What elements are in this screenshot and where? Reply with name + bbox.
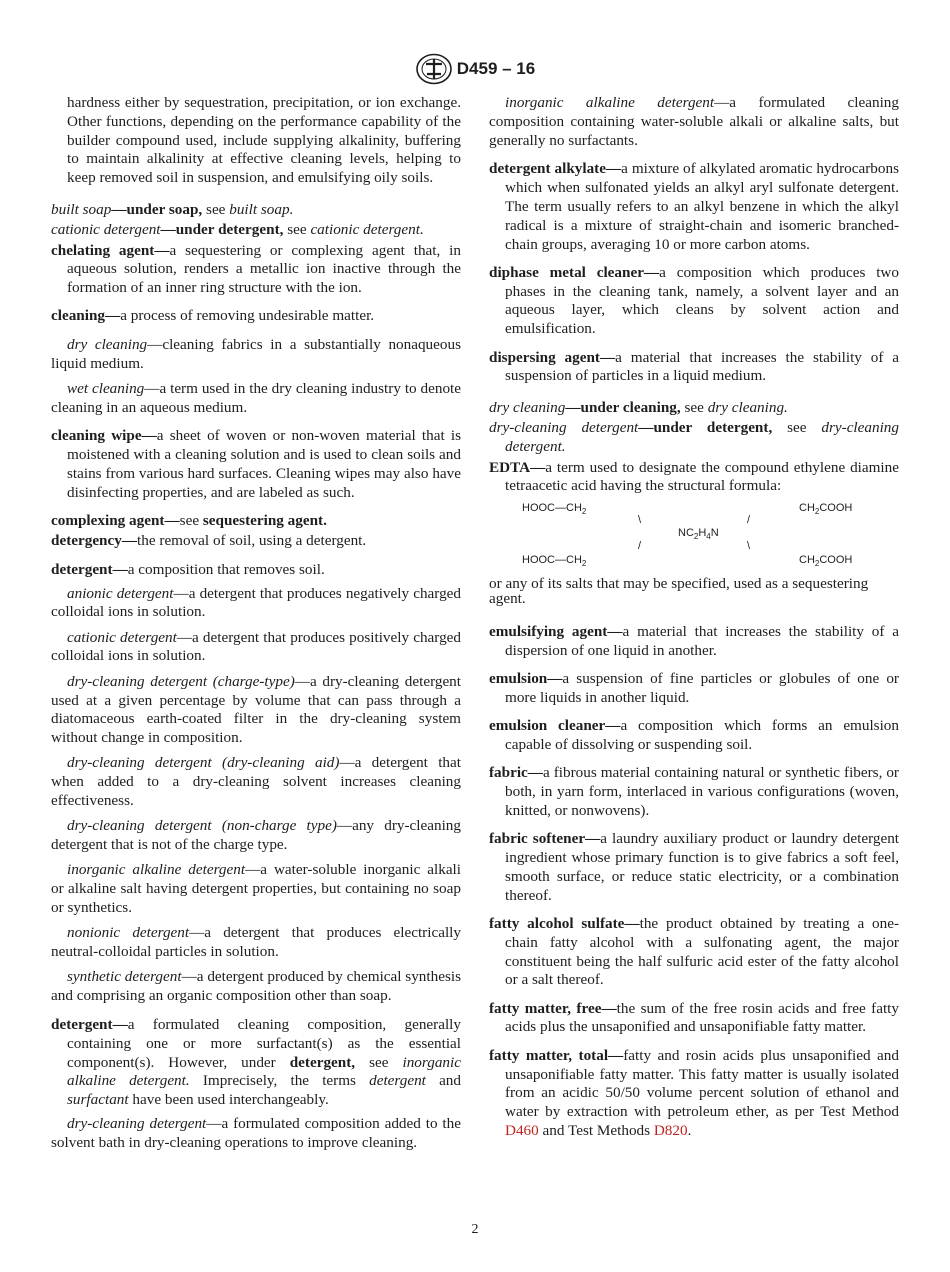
term: fatty alcohol sulfate— [489, 915, 640, 932]
see-target: dry cleaning. [707, 399, 788, 417]
see-target: inorganic alkaline detergent. [67, 1053, 461, 1090]
term: wet cleaning [67, 379, 145, 397]
formula-bond: \ [638, 514, 642, 527]
definition: Imprecisely, the terms [189, 1072, 370, 1090]
entry-diphase-metal-cleaner [489, 264, 899, 339]
formula-top-right: $CH_2COOH$ [799, 502, 853, 517]
entry-fabric-softener [489, 830, 899, 905]
definition: —a formulated composition added to the solvent bath in dry-cleaning operations to improve cleaning. [51, 1114, 461, 1151]
dash: —under [160, 221, 219, 239]
definition: —a detergent that produces electrically neutral-colloidal particles in solution. [51, 924, 461, 961]
term: cleaning wipe— [51, 427, 157, 445]
formula-bond: \ [747, 540, 751, 553]
see-term: detergent, [218, 221, 284, 239]
entry-cleaning-wipe [51, 427, 461, 502]
formula-bottom-right: $CH_2COOH$ [799, 554, 853, 569]
term: cleaning— [51, 307, 121, 325]
astm-logo-icon [415, 53, 453, 85]
entry-built-soap [51, 201, 461, 220]
entry-chelating-agent [51, 242, 461, 298]
entry-dispersing-agent [489, 349, 899, 387]
definition: and [425, 1072, 461, 1090]
italic-term: surfactant [67, 1091, 129, 1109]
link-d820[interactable]: D820 [653, 1121, 688, 1139]
term: detergent— [51, 1015, 128, 1033]
term: dry-cleaning detergent (non-charge type) [67, 817, 337, 835]
definition: —a water-soluble inorganic alkali or alkaline salt having detergent properties, but containing no soap or synthetics. [51, 861, 461, 916]
subentry-dry-cleaning [51, 336, 461, 374]
definition: and Test Methods [538, 1121, 654, 1139]
see-text: see [772, 419, 822, 437]
term: detergency— [51, 532, 138, 550]
edta-continuation: or any of its salts that may be specified, used as a sequestering agent. [489, 575, 869, 608]
definition: —a detergent that when added to a dry-cleaning solvent increases cleaning effectiveness. [51, 754, 461, 809]
entry-detergent-alkylate [489, 160, 899, 254]
dash: —under [638, 419, 707, 437]
definition: —any dry-cleaning detergent that is not of the charge type. [51, 817, 461, 854]
definition: a sequestering or complexing agent that, in aqueous solution, renders a metallic ion inactive through the formation of an inner ring structure with the ion. [67, 241, 461, 297]
definition: see [355, 1053, 403, 1071]
term: fabric softener— [489, 830, 601, 848]
italic-term: detergent [369, 1072, 426, 1090]
formula-center: $NC_2H_4N$ [678, 527, 719, 542]
dash: —under [565, 399, 623, 417]
see-target: cationic detergent. [310, 221, 424, 239]
term: dry-cleaning detergent [489, 419, 639, 437]
subentry-dc-detergent [51, 1115, 461, 1153]
definition: a sheet of woven or non-woven material that is moistened with a cleaning solution and is used to clean soils and stains from various hard surfaces. Cleaning wipes may also have disinfecting properties, and are labeled as such. [67, 427, 461, 501]
term: complexing agent— [51, 512, 180, 530]
see-text: see [680, 399, 708, 417]
entry-complexing-agent [51, 512, 461, 531]
definition: the product obtained by treating a one-chain fatty alcohol with a sulfonating agent, the major constituent being the half sulfuric acid ester of the fatty alcohol or a salt thereof. [505, 915, 900, 989]
link-d460[interactable]: D460 [505, 1121, 539, 1139]
entry-fatty-matter-total [489, 1047, 899, 1141]
dash: —under [111, 200, 169, 218]
formula-bottom-left: $HOOC—CH_2$ [522, 554, 587, 569]
definition: a composition that removes soil. [127, 560, 325, 578]
see-text: see [202, 200, 230, 218]
page-number: 2 [471, 1222, 479, 1237]
see-term: detergent, [289, 1053, 356, 1071]
definition: a material that increases the stability of a dispersion of one liquid in another. [505, 623, 899, 659]
subentry-inorganic-alkaline [51, 861, 461, 917]
definition: —a detergent produced by chemical synthesis and comprising an organic composition other than soap. [51, 968, 461, 1005]
subentry-anionic-detergent [51, 585, 461, 623]
definition: a laundry auxiliary product or laundry detergent ingredient whose primary function is to give fabrics a soft feel, smooth surface, or reduce static electricity, or a combination thereof. [505, 830, 900, 904]
definition: . [687, 1121, 692, 1139]
definition: —a detergent that produces negatively charged colloidal ions in solution. [51, 584, 461, 621]
subentry-dc-aid [51, 754, 461, 810]
definition: a material that increases the stability of a suspension of particles in a liquid medium. [505, 348, 900, 385]
definition: see [179, 512, 203, 530]
definition: a term used to designate the compound ethylene diamine tetraacetic acid having the structural formula: [505, 458, 899, 495]
term: cationic detergent [51, 221, 161, 239]
definition: —a dry-cleaning detergent used at a given percentage by volume that can pass through a diatomaceous earth-coated filter in the dry-cleaning system without change in composition. [51, 672, 461, 747]
definition: a composition which forms an emulsion capable of dissolving or suspending soil. [505, 717, 899, 754]
term: diphase metal cleaner— [489, 263, 660, 281]
subentry-nonionic [51, 924, 461, 962]
see-term: sequestering agent. [202, 512, 327, 530]
formula-bond: / [638, 540, 642, 553]
term: dry-cleaning detergent [67, 1114, 207, 1132]
term: emulsion— [489, 670, 563, 688]
definition: a suspension of fine particles or globules of one or more liquids in another liquid. [505, 670, 899, 707]
definition: fatty and rosin acids plus unsaponified and unsaponifiable fatty matter. This fatty matter is usually isolated from an acidic 50/50 volume percent solution of ethanol and water by extraction with petroleum ether, as per Test Method [505, 1046, 899, 1121]
definition: the sum of the free rosin acids and free fatty acids plus the unsaponified and unsaponifiable fatty matter. [505, 999, 899, 1036]
paragraph-continuation: hardness either by sequestration, precipitation, or ion exchange. Other functions, depending on the performance capability of the builder compound used, include supplying alkalinity, buffering to maintain alkalinity at effective cleaning levels, helping to keep removed soil in suspension, and emulsifying oily soils. [67, 94, 461, 187]
term: inorganic alkaline detergent [67, 861, 246, 879]
see-term: soap, [168, 200, 203, 218]
term: EDTA— [489, 458, 546, 476]
standard-designation: D459 – 16 [456, 58, 536, 78]
term: cationic detergent [67, 628, 177, 646]
definition: a process of removing undesirable matter. [120, 307, 375, 325]
term: dispersing agent— [489, 348, 616, 366]
formula-top-left: $HOOC—CH_2$ [522, 502, 587, 517]
entry-fatty-matter-free [489, 1000, 899, 1038]
term: dry cleaning [67, 335, 148, 353]
term: dry cleaning [489, 399, 566, 417]
term: fatty matter, free— [489, 999, 617, 1017]
subentry-cationic-detergent [51, 629, 461, 667]
definition: a composition which produces two phases in the cleaning tank, namely, a solvent layer and an aqueous layer, which cleans by solvent action and emulsification. [505, 263, 899, 338]
term: detergent— [51, 560, 128, 578]
term: fabric— [489, 764, 543, 782]
entry-detergency [51, 532, 461, 551]
definition: a mixture of alkylated aromatic hydrocarbons which when sulfonated yields an alkyl aryl sulfonate detergent. The term usually refers to an alkyl benzene in which the alkyl radical is a mixture of straight-chain and isomeric branched-chain groups, averaging 10 or more carbon atoms. [505, 160, 899, 253]
term: nonionic detergent [67, 924, 190, 942]
definition: have been used interchangeably. [128, 1091, 329, 1109]
entry-edta [489, 459, 899, 497]
entry-fatty-alcohol-sulfate [489, 915, 899, 990]
see-text: see [283, 221, 311, 239]
definition: a formulated cleaning composition, generally containing one or more surfactant(s) as the essential component(s). However, under [67, 1015, 461, 1071]
entry-detergent [51, 561, 461, 580]
term: dry-cleaning detergent (dry-cleaning aid) [67, 754, 340, 772]
subentry-dc-non-charge [51, 817, 461, 855]
subentry-wet-cleaning [51, 380, 461, 418]
entry-emulsion-cleaner [489, 717, 899, 755]
edta-structural-formula [489, 500, 899, 569]
entry-cleaning [51, 307, 461, 326]
see-target: dry-cleaning detergent. [505, 419, 899, 456]
term: emulsion cleaner— [489, 717, 621, 735]
left-column [51, 94, 461, 1159]
definition: —a term used in the dry cleaning industry to denote cleaning in an aqueous medium. [51, 379, 462, 416]
see-term: detergent, [706, 419, 773, 437]
right-column [489, 94, 899, 1150]
entry-detergent-formulated [51, 1016, 461, 1110]
definition: —a detergent that produces positively charged colloidal ions in solution. [51, 628, 461, 665]
definition: —cleaning fabrics in a substantially nonaqueous liquid medium. [51, 335, 461, 372]
term: fatty matter, total— [489, 1046, 624, 1064]
entry-emulsion [489, 670, 899, 708]
entry-dc-detergent-ref [489, 419, 899, 457]
entry-emulsifying-agent [489, 623, 899, 661]
term: detergent alkylate— [489, 160, 622, 178]
term: built soap [51, 200, 112, 218]
see-term: cleaning, [622, 399, 681, 417]
entry-cationic-ref [51, 221, 461, 240]
subentry-inorganic-alkaline-formulated [489, 94, 899, 150]
term: emulsifying agent— [489, 623, 623, 641]
term: synthetic detergent [67, 968, 182, 986]
term: chelating agent— [51, 241, 170, 259]
definition: —a formulated cleaning composition containing water-soluble alkali or alkaline salts, but generally no surfactants. [489, 94, 899, 149]
subentry-dc-charge-type [51, 673, 461, 748]
entry-fabric [489, 764, 899, 820]
definition: a fibrous material containing natural or synthetic fibers, or both, in yarn form, interlaced in various configurations (woven, knitted, or nonwovens). [505, 764, 899, 820]
term: dry-cleaning detergent (charge-type) [67, 672, 295, 690]
formula-bond: / [747, 514, 751, 527]
definition: the removal of soil, using a detergent. [137, 532, 367, 550]
term: inorganic alkaline detergent [505, 94, 715, 111]
term: anionic detergent [67, 584, 174, 602]
see-target: built soap. [229, 200, 294, 218]
page-header [0, 53, 950, 85]
subentry-synthetic [51, 968, 461, 1006]
entry-dry-cleaning-ref [489, 399, 899, 418]
